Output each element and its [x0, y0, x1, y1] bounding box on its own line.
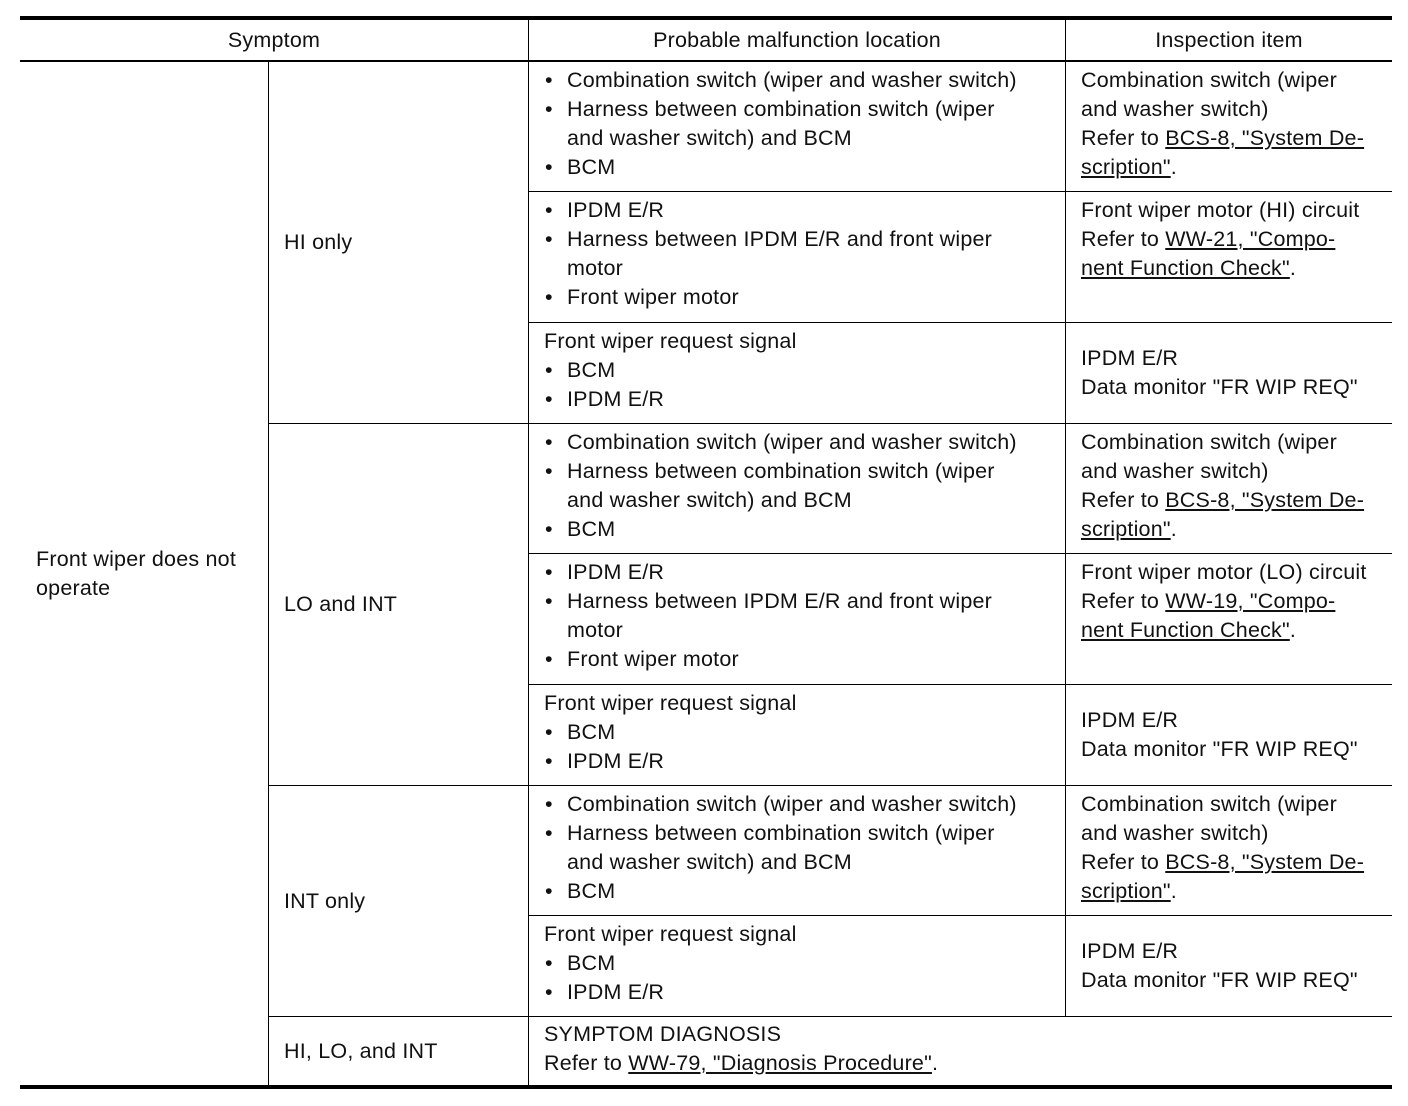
location-item: • BCM — [544, 356, 1064, 385]
location-item: • BCM — [544, 153, 1064, 182]
location-item: • IPDM E/R — [544, 196, 1064, 225]
location-cell: • IPDM E/R • Harness between IPDM E/R and front wiper motor • Front wiper motor — [544, 192, 1064, 322]
location-item: • Harness between combination switch (wiper — [544, 95, 1064, 124]
location-cell: • Combination switch (wiper and washer switch) • Harness between combination switch (wiper and washer switch) and BCM • BCM — [544, 62, 1064, 191]
reference-link[interactable]: scription" — [1081, 155, 1171, 179]
sub-symptom-lo-int: LO and INT — [284, 592, 398, 616]
inspection-cell: IPDM E/R Data monitor "FR WIP REQ" — [1081, 346, 1358, 399]
sub-symptom-hi-only: HI only — [284, 230, 353, 254]
location-item: • IPDM E/R — [544, 978, 1064, 1007]
reference-link[interactable]: WW-19, "Compo- — [1165, 589, 1336, 613]
location-item: • Harness between combination switch (wiper — [544, 819, 1064, 848]
inspection-cell: IPDM E/R Data monitor "FR WIP REQ" — [1081, 939, 1358, 992]
inspection-cell: Front wiper motor (HI) circuit Refer to WW-21, "Compo- nent Function Check". — [1081, 198, 1360, 280]
location-cell: • IPDM E/R • Harness between IPDM E/R and front wiper motor • Front wiper motor — [544, 554, 1064, 684]
reference-link[interactable]: scription" — [1081, 517, 1171, 541]
location-item: • Harness between combination switch (wiper — [544, 457, 1064, 486]
location-cell: Front wiper request signal • BCM • IPDM E/R — [544, 323, 1064, 423]
location-cell: Front wiper request signal • BCM • IPDM E/R — [544, 916, 1064, 1016]
location-item: • IPDM E/R — [544, 558, 1064, 587]
merged-diagnosis-cell: SYMPTOM DIAGNOSIS Refer to WW-79, "Diagnosis Procedure". — [544, 1022, 939, 1075]
location-item: • Front wiper motor — [544, 645, 1064, 674]
location-item: • IPDM E/R — [544, 747, 1064, 776]
column-rule — [268, 60, 269, 1089]
location-item: • BCM — [544, 515, 1064, 544]
column-rule — [1065, 16, 1066, 1016]
symptom-front-wiper: Front wiper does not operate — [36, 546, 236, 600]
reference-link[interactable]: WW-21, "Compo- — [1165, 227, 1336, 251]
inspection-cell: Combination switch (wiper and washer switch) Refer to BCS-8, "System De- scription". — [1081, 792, 1365, 903]
location-item: • Front wiper motor — [544, 283, 1064, 312]
location-item: • Combination switch (wiper and washer switch) — [544, 428, 1064, 457]
location-item: • Combination switch (wiper and washer switch) — [544, 790, 1064, 819]
location-item: • BCM — [544, 949, 1064, 978]
header-location: Probable malfunction location — [653, 27, 941, 52]
reference-link[interactable]: scription" — [1081, 879, 1171, 903]
reference-link[interactable]: nent Function Check" — [1081, 256, 1290, 280]
header-inspection: Inspection item — [1155, 27, 1303, 52]
location-cell: Front wiper request signal • BCM • IPDM E/R — [544, 685, 1064, 785]
reference-link[interactable]: BCS-8, "System De- — [1165, 488, 1365, 512]
location-cell: • Combination switch (wiper and washer switch) • Harness between combination switch (wiper and washer switch) and BCM • BCM — [544, 786, 1064, 915]
reference-link[interactable]: BCS-8, "System De- — [1165, 850, 1365, 874]
diagnosis-table — [20, 16, 1392, 1089]
inspection-cell: Combination switch (wiper and washer switch) Refer to BCS-8, "System De- scription". — [1081, 430, 1365, 541]
inspection-cell: IPDM E/R Data monitor "FR WIP REQ" — [1081, 708, 1358, 761]
location-item: • IPDM E/R — [544, 385, 1064, 414]
table-bottom-rule — [20, 1085, 1392, 1089]
location-item: • Harness between IPDM E/R and front wiper — [544, 225, 1064, 254]
location-cell: • Combination switch (wiper and washer switch) • Harness between combination switch (wiper and washer switch) and BCM • BCM — [544, 424, 1064, 553]
reference-link[interactable]: BCS-8, "System De- — [1165, 126, 1365, 150]
reference-link[interactable]: WW-79, "Diagnosis Procedure" — [628, 1051, 932, 1075]
sub-symptom-int-only: INT only — [284, 888, 366, 913]
inspection-cell: Combination switch (wiper and washer switch) Refer to BCS-8, "System De- scription". — [1081, 68, 1365, 179]
location-item: • BCM — [544, 877, 1064, 906]
location-item: • Combination switch (wiper and washer switch) — [544, 66, 1064, 95]
reference-link[interactable]: nent Function Check" — [1081, 618, 1290, 642]
sub-symptom-hi-lo-int: HI, LO, and INT — [284, 1038, 438, 1063]
location-item: • BCM — [544, 718, 1064, 747]
inspection-cell: Front wiper motor (LO) circuit Refer to WW-19, "Compo- nent Function Check". — [1081, 560, 1367, 642]
column-rule — [528, 16, 529, 1089]
header-symptom: Symptom — [227, 27, 321, 52]
location-item: • Harness between IPDM E/R and front wiper — [544, 587, 1064, 616]
